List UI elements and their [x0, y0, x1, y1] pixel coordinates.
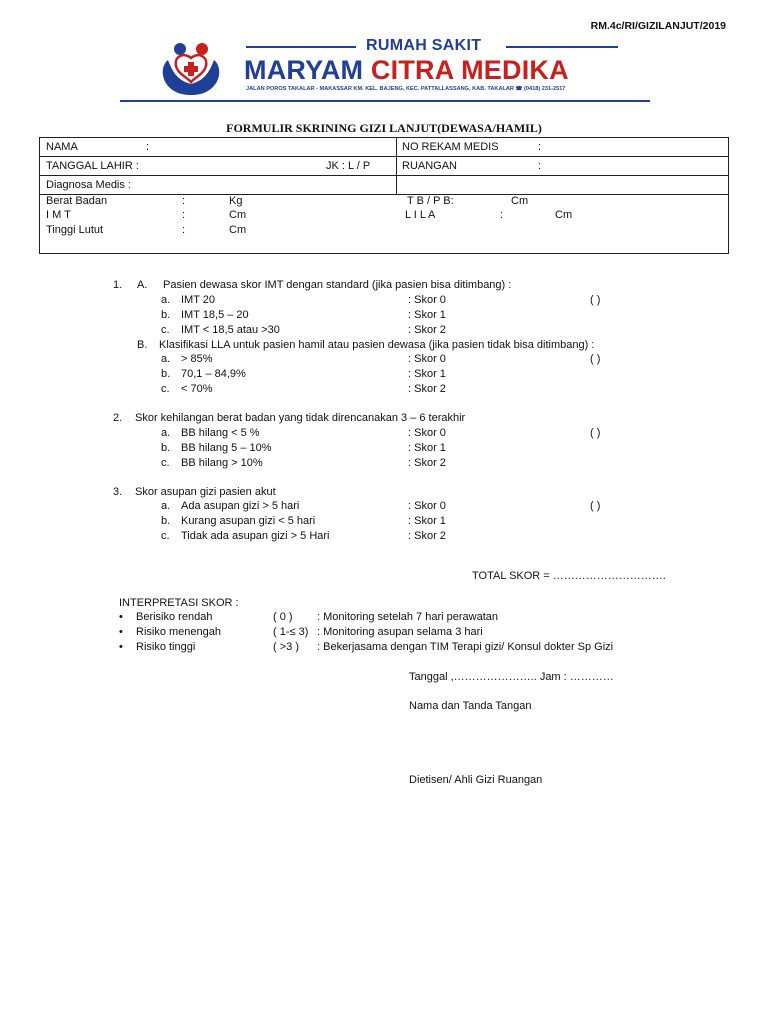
q2-item-score: : Skor 2 — [408, 457, 446, 469]
patient-identity-table — [39, 137, 729, 254]
bullet-icon: • — [119, 626, 123, 638]
lila-colon: : — [500, 209, 504, 221]
q3-item-score: : Skor 0 — [408, 500, 446, 512]
document-reference-code: RM.4c/RI/GIZILANJUT/2019 — [590, 20, 726, 32]
q2-item-letter: a. — [161, 427, 171, 439]
q3-item-score: : Skor 1 — [408, 515, 446, 527]
q1b-text: Klasifikasi LLA untuk pasien hamil atau pasien dewasa (jika pasien tidak bisa ditimbang) : — [159, 339, 595, 351]
imt-unit: Cm — [229, 209, 247, 221]
rumah-sakit-label: RUMAH SAKIT — [366, 37, 482, 54]
interpretasi-range: ( 0 ) — [273, 611, 293, 623]
q3-item-text: Ada asupan gizi > 5 hari — [181, 500, 300, 512]
tanggal-jam-field[interactable]: Tanggal ,………………….. Jam : ………… — [409, 671, 614, 683]
q1a-item-letter: c. — [161, 324, 170, 336]
q3-item-score: : Skor 2 — [408, 530, 446, 542]
q1b-item-letter: b. — [161, 368, 171, 380]
nama-colon: : — [146, 141, 150, 153]
berat-badan-unit: Kg — [229, 195, 243, 207]
q1a-item-score: : Skor 0 — [408, 294, 446, 306]
q1b-answer-field[interactable]: ( ) — [590, 353, 601, 365]
interpretasi-desc: : Bekerjasama dengan TIM Terapi gizi/ Konsul dokter Sp Gizi — [317, 641, 614, 653]
bullet-icon: • — [119, 641, 123, 653]
q2-item-score: : Skor 0 — [408, 427, 446, 439]
q2-answer-field[interactable]: ( ) — [590, 427, 601, 439]
total-skor-field[interactable]: TOTAL SKOR = …………………………. — [472, 570, 666, 582]
interpretasi-label: Berisiko rendah — [136, 611, 213, 623]
q2-item-letter: c. — [161, 457, 170, 469]
interpretasi-range: ( >3 ) — [273, 641, 299, 653]
q1a-item-text: IMT 18,5 – 20 — [181, 309, 249, 321]
q1a-item-letter: a. — [161, 294, 171, 306]
q2-item-text: BB hilang < 5 % — [181, 427, 260, 439]
no-rekam-medis-label: NO REKAM MEDIS — [402, 141, 499, 153]
berat-badan-colon: : — [182, 195, 186, 207]
q2-item-text: BB hilang 5 – 10% — [181, 442, 272, 454]
q3-text: Skor asupan gizi pasien akut — [135, 486, 276, 498]
bullet-icon: • — [119, 611, 123, 623]
q2-number: 2. — [113, 412, 123, 424]
dietisen-label: Dietisen/ Ahli Gizi Ruangan — [409, 774, 543, 786]
interpretasi-label: Risiko tinggi — [136, 641, 196, 653]
interpretasi-desc: : Monitoring asupan selama 3 hari — [317, 626, 483, 638]
tinggi-lutut-label: Tinggi Lutut — [46, 224, 104, 236]
q3-item-letter: b. — [161, 515, 171, 527]
q3-item-letter: a. — [161, 500, 171, 512]
jenis-kelamin-label: JK : L / P — [326, 160, 371, 172]
imt-label: I M T — [46, 209, 71, 221]
lila-label: L I L A — [405, 209, 436, 221]
ruangan-colon: : — [538, 160, 542, 172]
q1a-answer-field[interactable]: ( ) — [590, 294, 601, 306]
q3-number: 3. — [113, 486, 123, 498]
q2-item-letter: b. — [161, 442, 171, 454]
table-row — [40, 138, 728, 195]
q1a-letter: A. — [137, 279, 148, 291]
q3-item-text: Tidak ada asupan gizi > 5 Hari — [181, 530, 330, 542]
header-line-left — [246, 46, 356, 48]
q3-item-text: Kurang asupan gizi < 5 hari — [181, 515, 316, 527]
interpretasi-title: INTERPRETASI SKOR : — [119, 597, 239, 609]
table-divider — [396, 138, 397, 195]
q1b-item-score: : Skor 1 — [408, 368, 446, 380]
q1a-item-score: : Skor 1 — [408, 309, 446, 321]
letterhead — [108, 36, 660, 104]
q1a-text: Pasien dewasa skor IMT dengan standard (jika pasien bisa ditimbang) : — [163, 279, 512, 291]
q1b-item-score: : Skor 0 — [408, 353, 446, 365]
hospital-name — [244, 55, 569, 86]
q1a-item-score: : Skor 2 — [408, 324, 446, 336]
interpretasi-range: ( 1-≤ 3) — [273, 626, 309, 638]
imt-colon: : — [182, 209, 186, 221]
q1a-item-letter: b. — [161, 309, 171, 321]
header-line-right — [506, 46, 618, 48]
q3-item-letter: c. — [161, 530, 170, 542]
hospital-name-part1: MARYAM — [244, 55, 364, 85]
q1b-item-text: 70,1 – 84,9% — [181, 368, 246, 380]
q1b-item-score: : Skor 2 — [408, 383, 446, 395]
tb-pb-label: T B / P B: — [407, 195, 454, 207]
q1a-item-text: IMT 20 — [181, 294, 216, 306]
q2-item-text: BB hilang > 10% — [181, 457, 263, 469]
q1b-item-text: < 70% — [181, 383, 213, 395]
q1b-item-letter: c. — [161, 383, 170, 395]
interpretasi-desc: : Monitoring setelah 7 hari perawatan — [317, 611, 498, 623]
diagnosa-medis-label: Diagnosa Medis : — [46, 179, 131, 191]
nama-label: NAMA — [46, 141, 78, 153]
q1a-item-text: IMT < 18,5 atau >30 — [181, 324, 280, 336]
header-divider — [120, 100, 650, 102]
hospital-name-part2: CITRA MEDIKA — [370, 55, 569, 85]
interpretasi-label: Risiko menengah — [136, 626, 221, 638]
ruangan-label: RUANGAN — [402, 160, 458, 172]
q2-text: Skor kehilangan berat badan yang tidak direncanakan 3 – 6 terakhir — [135, 412, 466, 424]
form-title: FORMULIR SKRINING GIZI LANJUT(DEWASA/HAMIL) — [226, 121, 542, 135]
no-rekam-colon: : — [538, 141, 542, 153]
nama-tanda-tangan-label: Nama dan Tanda Tangan — [409, 700, 532, 712]
tinggi-lutut-colon: : — [182, 224, 186, 236]
q2-item-score: : Skor 1 — [408, 442, 446, 454]
q1-number: 1. — [113, 279, 123, 291]
berat-badan-label: Berat Badan — [46, 195, 108, 207]
lila-unit: Cm — [555, 209, 573, 221]
hospital-logo-icon — [158, 40, 224, 100]
q1b-item-letter: a. — [161, 353, 171, 365]
tinggi-lutut-unit: Cm — [229, 224, 247, 236]
q3-answer-field[interactable]: ( ) — [590, 500, 601, 512]
tanggal-lahir-label: TANGGAL LAHIR : — [46, 160, 139, 172]
q1b-item-text: > 85% — [181, 353, 213, 365]
q1b-letter: B. — [137, 339, 148, 351]
tb-pb-unit: Cm — [511, 195, 529, 207]
hospital-address: JALAN POROS TAKALAR - MAKASSAR KM. KEL. BAJENG, KEC. PATTALLASSANG, KAB. TAKALAR ☎ (0418) 231-2517 — [246, 86, 566, 92]
